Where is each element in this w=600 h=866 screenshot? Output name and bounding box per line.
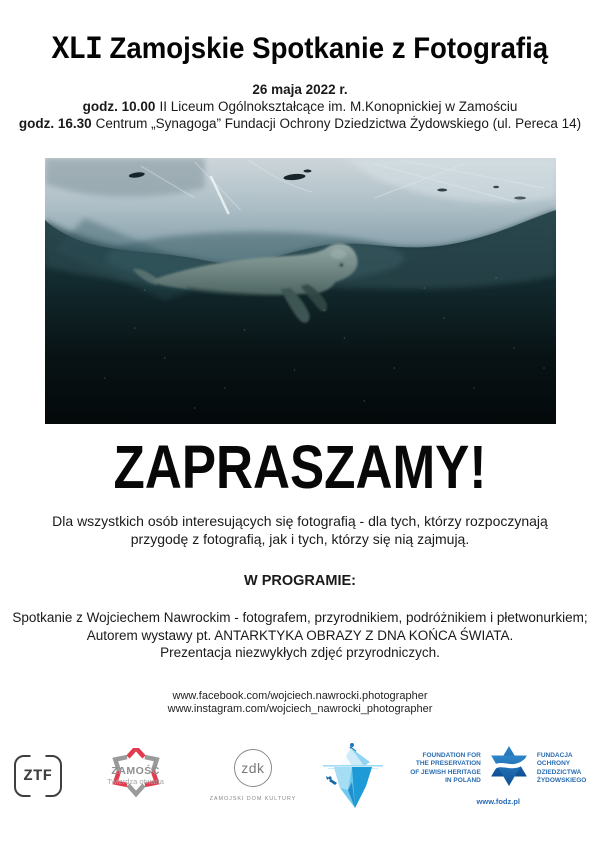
- schedule-line-2: [0, 115, 600, 132]
- diver-figure: [326, 776, 337, 785]
- partner-logos: [0, 742, 600, 810]
- event-date: 26 maja 2022 r.: [252, 82, 348, 97]
- schedule-time-2: godz. 16.30: [18, 116, 92, 131]
- zdk-logo-caption: ZAMOJSKI DOM KULTURY: [209, 796, 297, 802]
- fodz-url: www.fodz.pl: [476, 796, 521, 806]
- facebook-link: www.facebook.com/wojciech.nawrocki.photographer: [172, 689, 428, 702]
- zamosc-logo-tagline: Twierdza otwarta: [107, 776, 164, 786]
- schedule-line-1: [0, 98, 600, 115]
- ztf-logo-label: ZTF: [23, 766, 53, 785]
- iceberg-diver-icon: [322, 742, 384, 810]
- schedule-place-1: II Liceum Ogólnokształcące im. M.Konopnickiej w Zamościu: [159, 99, 518, 114]
- zdk-logo-label: zdk: [241, 760, 265, 776]
- program-description: [0, 609, 600, 662]
- program-line: Prezentacja niezwykłych zdjęć przyrodniczych.: [160, 645, 440, 660]
- program-heading: W PROGRAMIE:: [244, 573, 356, 589]
- ztf-stencil-gap: [30, 753, 45, 758]
- zamosc-logo: [88, 748, 184, 804]
- seal-photo-svg: [45, 158, 556, 424]
- instagram-link: www.instagram.com/wojciech_nawrocki_photographer: [167, 702, 433, 715]
- headline: [0, 434, 600, 500]
- star-of-david-icon: [488, 744, 530, 788]
- program-line: Spotkanie z Wojciechem Nawrockim - fotografem, przyrodnikiem, podróżnikiem i płetwonurkiem;: [12, 610, 588, 625]
- program-line: Autorem wystawy pt. ANTARKTYKA OBRAZY Z DNA KOŃCA ŚWIATA.: [86, 627, 514, 643]
- fodz-logo: [410, 744, 586, 808]
- zamosc-logo-name: ZAMOŚĆ: [111, 764, 160, 777]
- zdk-circle-icon: [234, 749, 272, 787]
- schedule-time-1: godz. 10.00: [82, 99, 156, 114]
- page-title: [0, 30, 600, 69]
- social-links: [0, 690, 600, 716]
- title-text: Zamojskie Spotkanie z Fotografią: [109, 32, 549, 65]
- title-roman-numeral: XLI: [51, 31, 102, 68]
- intro-paragraph: Dla wszystkich osób interesujących się fotografią - dla tych, którzy rozpoczynają przygodę z fotografią, jak i tych, którzy się nią zajmują.: [52, 513, 548, 547]
- fodz-polish-name: FUNDACJA OCHRONY DZIEDZICTWA ŻYDOWSKIEGO: [536, 751, 587, 784]
- seal-under-ice-photo: [45, 158, 556, 424]
- headline-text: ZAPRASZAMY!: [113, 433, 487, 501]
- ztf-stencil-gap: [30, 794, 45, 799]
- zdk-logo: [210, 749, 297, 802]
- schedule-place-2: Centrum „Synagoga” Fundacji Ochrony Dziedzictwa Żydowskiego (ul. Pereca 14): [95, 116, 582, 131]
- ztf-logo: [14, 755, 62, 797]
- fodz-english-name: FOUNDATION FOR THE PRESERVATION OF JEWISH HERITAGE IN POLAND: [410, 751, 481, 784]
